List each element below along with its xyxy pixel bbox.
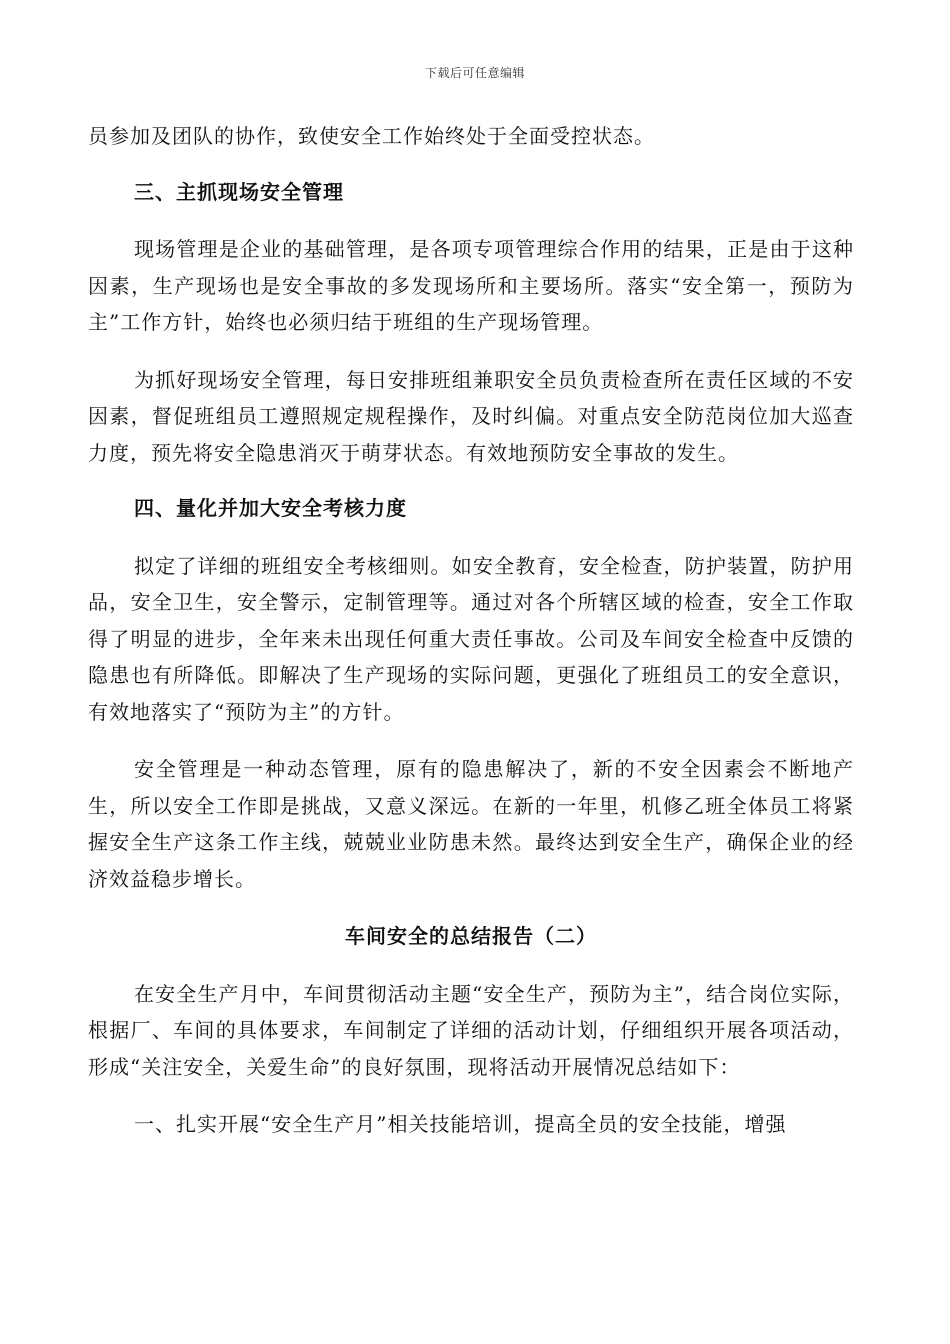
section-heading-4: 四、量化并加大安全考核力度 (134, 496, 407, 520)
paragraph-dynamic-management: 安全管理是一种动态管理，原有的隐患解决了，新的不安全因素会不断地产生，所以安全工作即是挑战，又意义深远。在新的一年里，机修乙班全体员工将紧握安全生产这条工作主线，兢兢业业防患未然。最终达到安全生产，确保企业的经济效益稳步增长。 (88, 757, 854, 891)
paragraph-training: 一、扎实开展“安全生产月”相关技能培训，提高全员的安全技能，增强 (134, 1112, 787, 1136)
document-body (88, 118, 854, 1143)
section-heading-3: 三、主抓现场安全管理 (134, 179, 344, 204)
paragraph-site-inspection: 为抓好现场安全管理，每日安排班组兼职安全员负责检查所在责任区域的不安因素，督促班组员工遵照规定规程操作，及时纠偏。对重点安全防范岗位加大巡查力度，预先将安全隐患消灭于萌芽状态。有效地预防安全事故的发生。 (88, 367, 854, 465)
paragraph-safety-month: 在安全生产月中，车间贯彻活动主题“安全生产，预防为主”，结合岗位实际，根据厂、车间的具体要求，车间制定了详细的活动计划，仔细组织开展各项活动，形成“关注安全，关爱生命”的良好氛围，现将活动开展情况总结如下： (88, 981, 854, 1079)
paragraph-continued: 员参加及团队的协作，致使安全工作始终处于全面受控状态。 (88, 124, 655, 148)
paragraph-site-management: 现场管理是企业的基础管理，是各项专项管理综合作用的结果，正是由于这种因素，生产现场也是安全事故的多发现场所和主要场所。落实“安全第一，预防为主”工作方针，始终也必须归结于班组的生产现场管理。 (88, 237, 854, 334)
paragraph-assessment-rules: 拟定了详细的班组安全考核细则。如安全教育，安全检查，防护装置，防护用品，安全卫生，安全警示，定制管理等。通过对各个所辖区域的检查，安全工作取得了明显的进步，全年来未出现任何重大责任事故。公司及车间安全检查中反馈的隐患也有所降低。即解决了生产现场的实际问题，更强化了班组员工的安全意识，有效地落实了“预防为主”的方针。 (88, 553, 854, 724)
page-header: 下载后可任意编辑 (424, 66, 525, 80)
report-title-2: 车间安全的总结报告（二） (345, 924, 597, 948)
